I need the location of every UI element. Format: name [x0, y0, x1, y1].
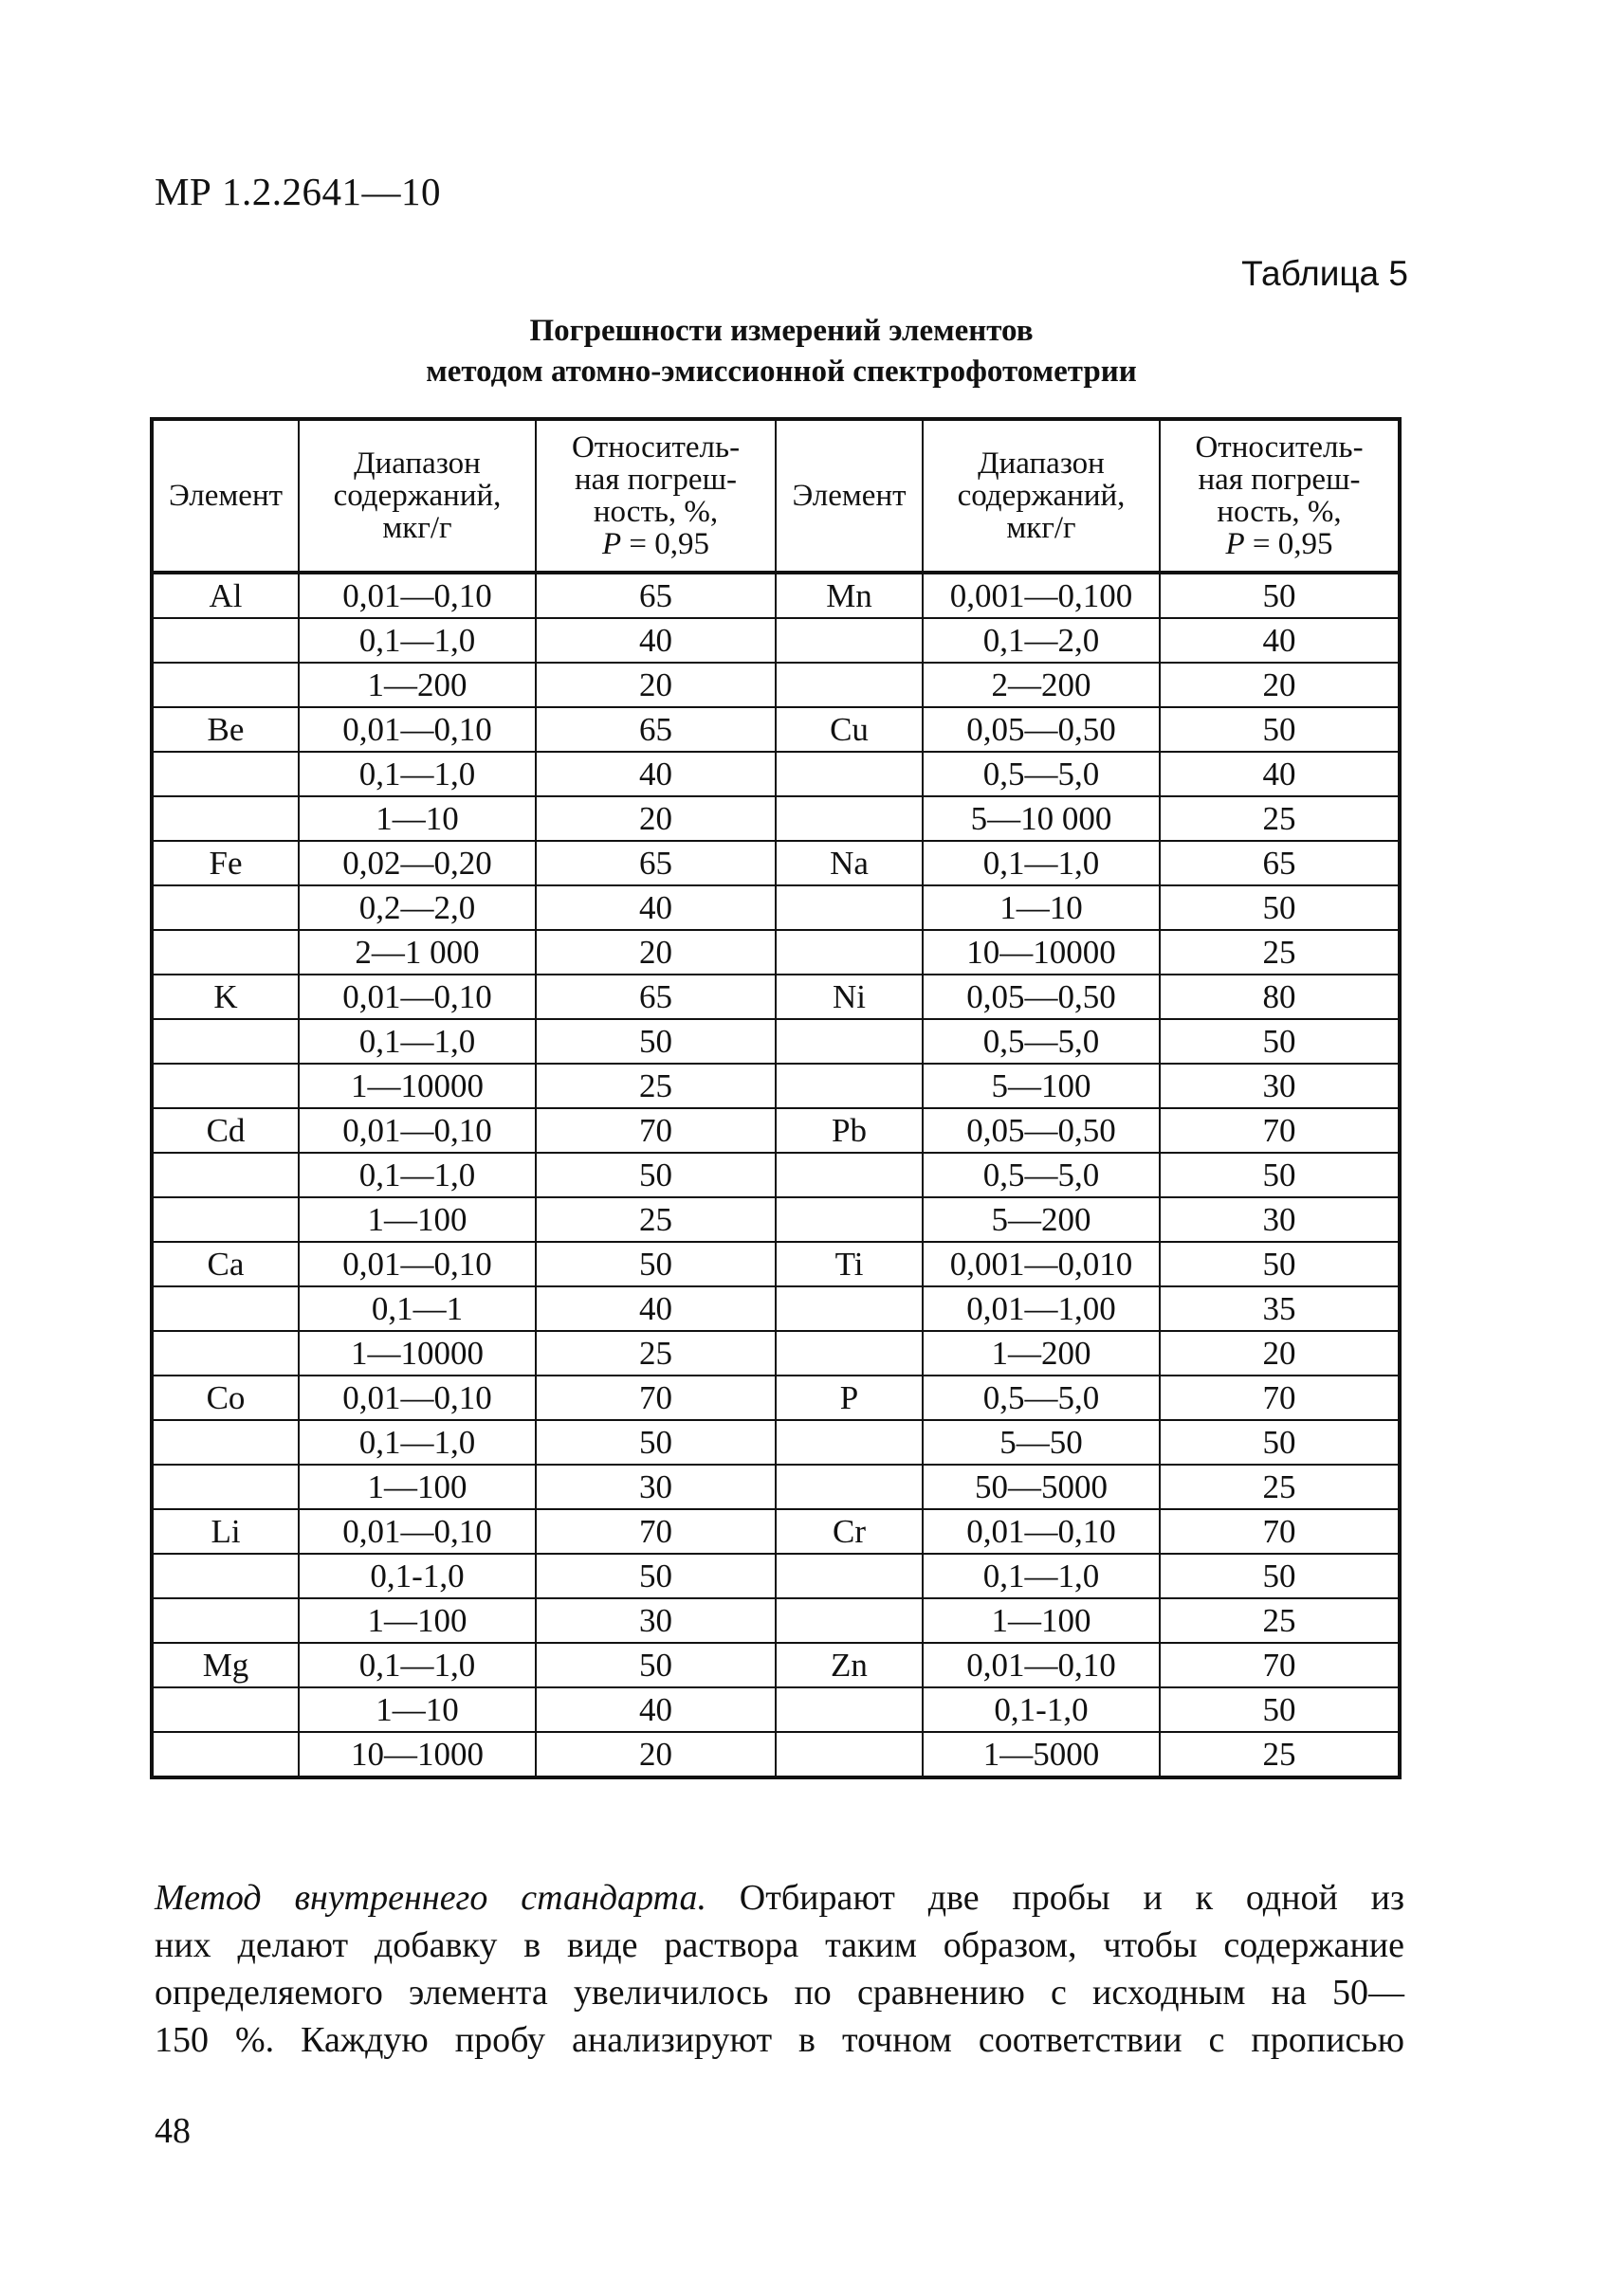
- error-cell: 50: [1160, 885, 1400, 930]
- error-cell: 50: [1160, 1153, 1400, 1197]
- range-cell: 0,5—5,0: [923, 1376, 1160, 1420]
- element-cell: [776, 1153, 923, 1197]
- table-row: [152, 841, 1400, 885]
- range-cell: 1—200: [299, 663, 536, 707]
- element-cell: Mn: [776, 573, 923, 618]
- table-row: [152, 1465, 1400, 1509]
- element-cell: [152, 1197, 299, 1242]
- range-cell: 1—10000: [299, 1064, 536, 1108]
- range-cell: 1—10: [299, 796, 536, 841]
- element-cell: [152, 1286, 299, 1331]
- error-cell: 35: [1160, 1286, 1400, 1331]
- element-cell: [152, 1331, 299, 1376]
- element-cell: Mg: [152, 1643, 299, 1687]
- error-cell: 50: [1160, 573, 1400, 618]
- table-row: [152, 1108, 1400, 1153]
- element-cell: [152, 1687, 299, 1732]
- element-cell: Ca: [152, 1242, 299, 1286]
- element-cell: [776, 1286, 923, 1331]
- error-cell: 25: [536, 1064, 776, 1108]
- element-cell: [152, 1064, 299, 1108]
- range-cell: 1—10: [923, 885, 1160, 930]
- error-cell: 50: [536, 1242, 776, 1286]
- element-cell: [776, 1420, 923, 1465]
- element-cell: [152, 1153, 299, 1197]
- range-cell: 0,1—1,0: [923, 1554, 1160, 1598]
- table-row: [152, 1376, 1400, 1420]
- range-cell: 0,01—0,10: [923, 1643, 1160, 1687]
- error-cell: 20: [536, 1732, 776, 1777]
- error-cell: 70: [1160, 1509, 1400, 1554]
- measurement-error-table: [150, 417, 1402, 1779]
- error-cell: 20: [536, 663, 776, 707]
- error-cell: 50: [536, 1554, 776, 1598]
- error-cell: 70: [1160, 1108, 1400, 1153]
- range-cell: 0,05—0,50: [923, 975, 1160, 1019]
- error-cell: 20: [1160, 1331, 1400, 1376]
- element-cell: [152, 885, 299, 930]
- element-cell: [776, 1465, 923, 1509]
- page-number: 48: [155, 2111, 191, 2151]
- error-cell: 40: [536, 752, 776, 796]
- error-cell: 65: [536, 573, 776, 618]
- element-cell: Pb: [776, 1108, 923, 1153]
- table-row: [152, 1242, 1400, 1286]
- table-title-line-2: методом атомно-эмиссионной спектрофотометрии: [426, 355, 1137, 389]
- range-cell: 0,1—1,0: [299, 1643, 536, 1687]
- range-cell: 1—100: [299, 1465, 536, 1509]
- element-cell: [152, 1598, 299, 1643]
- table-row: [152, 1064, 1400, 1108]
- range-cell: 2—200: [923, 663, 1160, 707]
- range-cell: 5—10 000: [923, 796, 1160, 841]
- paragraph-line: определяемого элемента увеличилось по сравнению с исходным на 50—: [155, 1973, 1404, 2013]
- range-cell: 0,1—2,0: [923, 618, 1160, 663]
- range-cell: 0,01—0,10: [299, 1242, 536, 1286]
- element-cell: Fe: [152, 841, 299, 885]
- range-cell: 0,01—0,10: [299, 975, 536, 1019]
- error-cell: 70: [536, 1108, 776, 1153]
- error-cell: 70: [1160, 1376, 1400, 1420]
- element-cell: [152, 796, 299, 841]
- element-cell: P: [776, 1376, 923, 1420]
- element-cell: Be: [152, 707, 299, 752]
- element-cell: [152, 663, 299, 707]
- table-row: [152, 707, 1400, 752]
- element-cell: K: [152, 975, 299, 1019]
- element-cell: [776, 1064, 923, 1108]
- table-row: [152, 663, 1400, 707]
- range-cell: 0,1—1,0: [923, 841, 1160, 885]
- range-cell: 0,001—0,100: [923, 573, 1160, 618]
- table-row: [152, 1197, 1400, 1242]
- paragraph-lead: Метод внутреннего стандарта.: [155, 1878, 706, 1918]
- element-cell: [776, 885, 923, 930]
- range-cell: 0,01—0,10: [923, 1509, 1160, 1554]
- range-cell: 5—100: [923, 1064, 1160, 1108]
- body-paragraph: [155, 1874, 1404, 2064]
- error-cell: 50: [536, 1019, 776, 1064]
- element-cell: Ti: [776, 1242, 923, 1286]
- error-cell: 30: [1160, 1064, 1400, 1108]
- table-row: [152, 1598, 1400, 1643]
- element-cell: Cu: [776, 707, 923, 752]
- error-cell: 25: [536, 1331, 776, 1376]
- error-cell: 40: [536, 885, 776, 930]
- element-cell: Ni: [776, 975, 923, 1019]
- error-cell: 40: [536, 1687, 776, 1732]
- range-cell: 0,01—0,10: [299, 707, 536, 752]
- error-cell: 50: [1160, 707, 1400, 752]
- table-row: [152, 885, 1400, 930]
- element-cell: [152, 618, 299, 663]
- range-cell: 0,1—1,0: [299, 752, 536, 796]
- range-cell: 10—10000: [923, 930, 1160, 975]
- table-row: [152, 1687, 1400, 1732]
- element-cell: [152, 1019, 299, 1064]
- element-cell: Cd: [152, 1108, 299, 1153]
- error-cell: 25: [1160, 1598, 1400, 1643]
- range-cell: 0,1-1,0: [299, 1554, 536, 1598]
- range-cell: 2—1 000: [299, 930, 536, 975]
- error-cell: 50: [1160, 1554, 1400, 1598]
- range-cell: 0,5—5,0: [923, 1153, 1160, 1197]
- element-cell: Na: [776, 841, 923, 885]
- table-row: [152, 796, 1400, 841]
- table-number-label: Таблица 5: [1241, 254, 1408, 293]
- range-cell: 1—10: [299, 1687, 536, 1732]
- error-cell: 50: [536, 1420, 776, 1465]
- error-cell: 20: [1160, 663, 1400, 707]
- element-cell: [776, 663, 923, 707]
- element-cell: Cr: [776, 1509, 923, 1554]
- error-cell: 65: [536, 707, 776, 752]
- range-cell: 0,1—1,0: [299, 1019, 536, 1064]
- header-range: Диапазон содержаний, мкг/г: [299, 419, 536, 573]
- error-cell: 70: [536, 1509, 776, 1554]
- range-cell: 1—10000: [299, 1331, 536, 1376]
- document-code: МР 1.2.2641—10: [155, 170, 442, 213]
- element-cell: [152, 1420, 299, 1465]
- error-cell: 25: [1160, 1732, 1400, 1777]
- range-cell: 1—100: [299, 1598, 536, 1643]
- range-cell: 0,2—2,0: [299, 885, 536, 930]
- table-title-line-1: Погрешности измерений элементов: [529, 314, 1034, 348]
- table-row: [152, 1732, 1400, 1777]
- error-cell: 50: [1160, 1242, 1400, 1286]
- error-cell: 50: [536, 1153, 776, 1197]
- table-title: [155, 311, 1408, 392]
- table-row: [152, 1643, 1400, 1687]
- range-cell: 0,05—0,50: [923, 1108, 1160, 1153]
- range-cell: 0,01—0,10: [299, 1108, 536, 1153]
- element-cell: [776, 1554, 923, 1598]
- element-cell: [776, 930, 923, 975]
- header-element: Элемент: [152, 419, 299, 573]
- range-cell: 0,1—1,0: [299, 1420, 536, 1465]
- element-cell: [776, 1197, 923, 1242]
- table-row: [152, 1420, 1400, 1465]
- element-cell: Al: [152, 573, 299, 618]
- paragraph-line: [155, 1874, 1404, 1922]
- paragraph-line-1-text: Отбирают две пробы и к одной из: [706, 1878, 1404, 1918]
- table-row: [152, 752, 1400, 796]
- element-cell: [152, 1465, 299, 1509]
- error-cell: 40: [536, 618, 776, 663]
- range-cell: 0,001—0,010: [923, 1242, 1160, 1286]
- paragraph-line: 150 %. Каждую пробу анализируют в точном соответствии с прописью: [155, 2020, 1404, 2060]
- range-cell: 5—50: [923, 1420, 1160, 1465]
- range-cell: 0,01—0,10: [299, 573, 536, 618]
- header-relative-error: Относитель- ная погреш- ность, %, P = 0,95: [1160, 419, 1400, 573]
- range-cell: 1—100: [923, 1598, 1160, 1643]
- error-cell: 40: [536, 1286, 776, 1331]
- element-cell: [776, 1598, 923, 1643]
- element-cell: Li: [152, 1509, 299, 1554]
- element-cell: [776, 1019, 923, 1064]
- range-cell: 0,1—1: [299, 1286, 536, 1331]
- range-cell: 10—1000: [299, 1732, 536, 1777]
- error-cell: 65: [1160, 841, 1400, 885]
- element-cell: [776, 618, 923, 663]
- error-cell: 40: [1160, 752, 1400, 796]
- error-cell: 30: [1160, 1197, 1400, 1242]
- error-cell: 80: [1160, 975, 1400, 1019]
- error-cell: 20: [536, 796, 776, 841]
- element-cell: [776, 1732, 923, 1777]
- element-cell: Zn: [776, 1643, 923, 1687]
- table-row: [152, 573, 1400, 618]
- range-cell: 1—5000: [923, 1732, 1160, 1777]
- table-row: [152, 1019, 1400, 1064]
- error-cell: 70: [1160, 1643, 1400, 1687]
- error-cell: 30: [536, 1465, 776, 1509]
- range-cell: 0,1—1,0: [299, 618, 536, 663]
- error-cell: 65: [536, 975, 776, 1019]
- table-body: [152, 573, 1400, 1777]
- table-row: [152, 1554, 1400, 1598]
- element-cell: [776, 1331, 923, 1376]
- error-cell: 65: [536, 841, 776, 885]
- range-cell: 0,05—0,50: [923, 707, 1160, 752]
- element-cell: [152, 930, 299, 975]
- range-cell: 5—200: [923, 1197, 1160, 1242]
- header-relative-error: Относитель- ная погреш- ность, %, P = 0,95: [536, 419, 776, 573]
- error-cell: 50: [1160, 1420, 1400, 1465]
- element-cell: [776, 796, 923, 841]
- error-cell: 40: [1160, 618, 1400, 663]
- error-cell: 25: [1160, 796, 1400, 841]
- table-row: [152, 1509, 1400, 1554]
- element-cell: [152, 1732, 299, 1777]
- range-cell: 0,01—0,10: [299, 1509, 536, 1554]
- table-row: [152, 1153, 1400, 1197]
- paragraph-line: них делают добавку в виде раствора таким образом, чтобы содержание: [155, 1925, 1404, 1965]
- element-cell: [152, 752, 299, 796]
- error-cell: 50: [536, 1643, 776, 1687]
- element-cell: [776, 1687, 923, 1732]
- error-cell: 50: [1160, 1019, 1400, 1064]
- header-range: Диапазон содержаний, мкг/г: [923, 419, 1160, 573]
- table-row: [152, 975, 1400, 1019]
- element-cell: [152, 1554, 299, 1598]
- range-cell: 0,01—0,10: [299, 1376, 536, 1420]
- range-cell: 1—100: [299, 1197, 536, 1242]
- range-cell: 0,1—1,0: [299, 1153, 536, 1197]
- error-cell: 70: [536, 1376, 776, 1420]
- range-cell: 1—200: [923, 1331, 1160, 1376]
- table-row: [152, 930, 1400, 975]
- table-row: [152, 1286, 1400, 1331]
- range-cell: 0,02—0,20: [299, 841, 536, 885]
- range-cell: 0,5—5,0: [923, 752, 1160, 796]
- range-cell: 0,1-1,0: [923, 1687, 1160, 1732]
- range-cell: 50—5000: [923, 1465, 1160, 1509]
- error-cell: 20: [536, 930, 776, 975]
- range-cell: 0,5—5,0: [923, 1019, 1160, 1064]
- element-cell: [776, 752, 923, 796]
- error-cell: 25: [1160, 930, 1400, 975]
- range-cell: 0,01—1,00: [923, 1286, 1160, 1331]
- table-row: [152, 1331, 1400, 1376]
- table-header-row: [152, 419, 1400, 573]
- error-cell: 50: [1160, 1687, 1400, 1732]
- error-cell: 25: [1160, 1465, 1400, 1509]
- error-cell: 25: [536, 1197, 776, 1242]
- table-row: [152, 618, 1400, 663]
- element-cell: Co: [152, 1376, 299, 1420]
- header-element: Элемент: [776, 419, 923, 573]
- error-cell: 30: [536, 1598, 776, 1643]
